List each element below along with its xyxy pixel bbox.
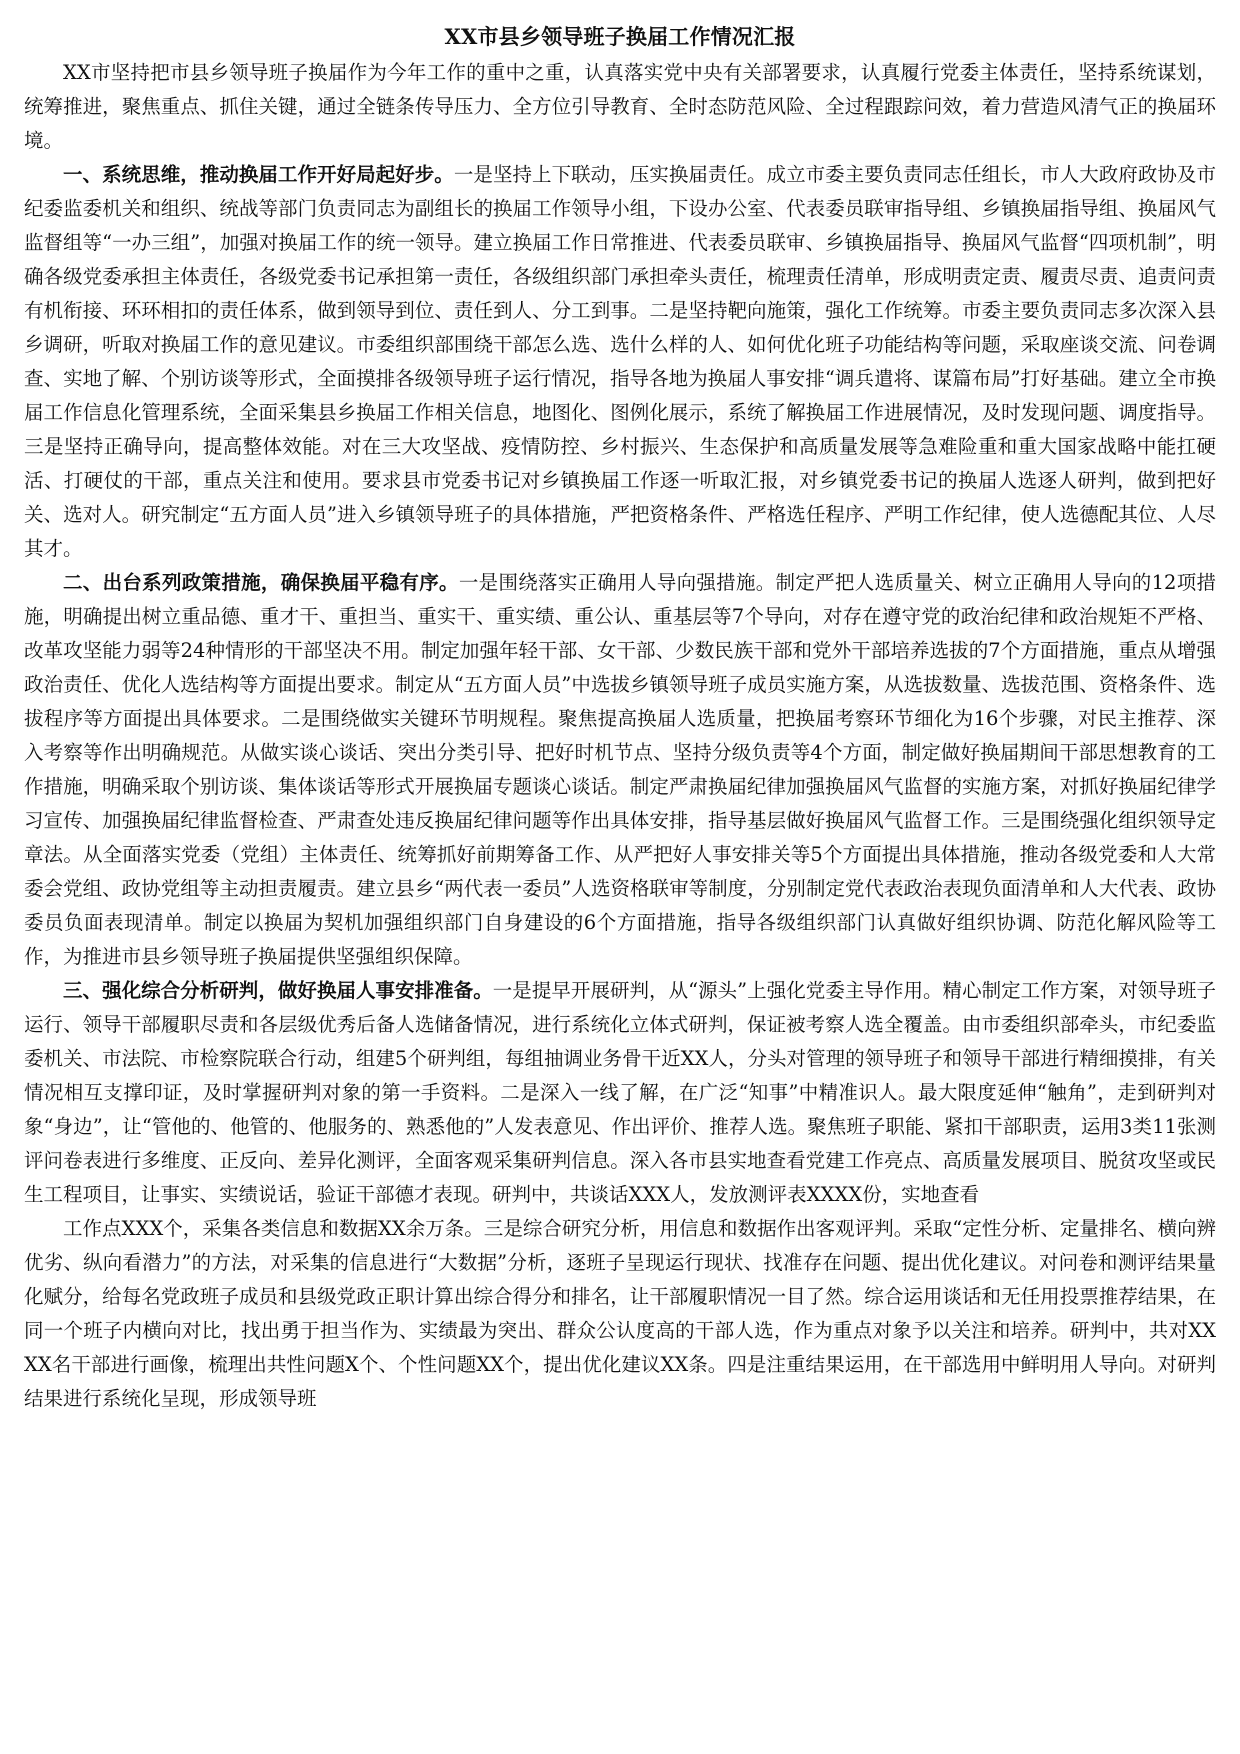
section-2-paragraph: [24, 566, 1216, 974]
document-title: XX市县乡领导班子换届工作情况汇报: [444, 24, 796, 49]
section-1-heading: 一、系统思维，推动换届工作开好局起好步。: [63, 163, 454, 186]
section-3-heading: 三、强化综合分析研判，做好换届人事安排准备。: [63, 979, 493, 1002]
section-2-text: 一是围绕落实正确用人导向强措施。制定严把人选质量关、树立正确用人导向的12项措施，明确提出树立重品德、重才干、重担当、重实干、重实绩、重公认、重基层等7个导向，对存在遵守党的政治纪律和政治规矩不严格、改革攻坚能力弱等24种情形的干部坚决不用。制定加强年轻干部、女干部、少数民族干部和党外干部培养选拔的7个方面措施，重点从增强政治责任、优化人选结构等方面提出要求。制定从“五方面人员”中选拔乡镇领导班子成员实施方案，从选拔数量、选拔范围、资格条件、选拔程序等方面提出具体要求。二是围绕做实关键环节明规程。聚焦提高换届人选质量，把换届考察环节细化为16个步骤，对民主推荐、深入考察等作出明确规范。从做实谈心谈话、突出分类引导、把好时机节点、坚持分级负责等4个方面，制定做好换届期间干部思想教育的工作措施，明确采取个别访谈、集体谈话等形式开展换届专题谈心谈话。制定严肃换届纪律加强换届风气监督的实施方案，对抓好换届纪律学习宣传、加强换届纪律监督检查、严肃查处违反换届纪律问题等作出具体安排，指导基层做好换届风气监督工作。三是围绕强化组织领导定章法。从全面落实党委（党组）主体责任、统筹抓好前期筹备工作、从严把好人事安排关等5个方面提出具体措施，推动各级党委和人大常委会党组、政协党组等主动担责履责。建立县乡“两代表一委员”人选资格联审等制度，分别制定党代表政治表现负面清单和人大代表、政协委员负面表现清单。制定以换届为契机加强组织部门自身建设的6个方面措施，指导各级组织部门认真做好组织协调、防范化解风险等工作，为推进市县乡领导班子换届提供坚强组织保障。: [24, 571, 1216, 968]
continuation-text: 工作点XXX个，采集各类信息和数据XX余万条。三是综合研究分析，用信息和数据作出客观评判。采取“定性分析、定量排名、横向辨优劣、纵向看潜力”的方法，对采集的信息进行“大数据”分析，逐班子呈现运行现状、找准存在问题、提出优化建议。对问卷和测评结果量化赋分，给每名党政班子成员和县级党政正职计算出综合得分和排名，让干部履职情况一目了然。综合运用谈话和无任用投票推荐结果，在同一个班子内横向对比，找出勇于担当作为、实绩最为突出、群众公认度高的干部人选，作为重点对象予以关注和培养。研判中，共对XXXX名干部进行画像，梳理出共性问题X个、个性问题XX个，提出优化建议XX条。四是注重结果运用，在干部选用中鲜明用人导向。对研判结果进行系统化呈现，形成领导班: [24, 1217, 1216, 1410]
document-page: [24, 22, 1216, 1738]
section-2-heading: 二、出台系列政策措施，确保换届平稳有序。: [63, 571, 459, 594]
intro-paragraph: [24, 56, 1216, 158]
section-1-paragraph: [24, 158, 1216, 566]
continuation-paragraph: [24, 1212, 1216, 1416]
section-3-paragraph: [24, 974, 1216, 1212]
section-3-text: 一是提早开展研判，从“源头”上强化党委主导作用。精心制定工作方案，对领导班子运行、领导干部履职尽责和各层级优秀后备人选储备情况，进行系统化立体式研判，保证被考察人选全覆盖。由市委组织部牵头，市纪委监委机关、市法院、市检察院联合行动，组建5个研判组，每组抽调业务骨干近XX人，分头对管理的领导班子和领导干部进行精细摸排，有关情况相互支撑印证，及时掌握研判对象的第一手资料。二是深入一线了解，在广泛“知事”中精准识人。最大限度延伸“触角”，走到研判对象“身边”，让“管他的、他管的、他服务的、熟悉他的”人发表意见、作出评价、推荐人选。聚焦班子职能、紧扣干部职责，运用3类11张测评问卷表进行多维度、正反向、差异化测评，全面客观采集研判信息。深入各市县实地查看党建工作亮点、高质量发展项目、脱贫攻坚或民生工程项目，让事实、实绩说话，验证干部德才表现。研判中，共谈话XXX人，发放测评表XXXX份，实地查看: [24, 979, 1216, 1206]
section-1-text: 一是坚持上下联动，压实换届责任。成立市委主要负责同志任组长，市人大政府政协及市纪委监委机关和组织、统战等部门负责同志为副组长的换届工作领导小组，下设办公室、代表委员联审指导组、乡镇换届指导组、换届风气监督组等“一办三组”，加强对换届工作的统一领导。建立换届工作日常推进、代表委员联审、乡镇换届指导、换届风气监督“四项机制”，明确各级党委承担主体责任，各级党委书记承担第一责任，各级组织部门承担牵头责任，梳理责任清单，形成明责定责、履责尽责、追责问责有机衔接、环环相扣的责任体系，做到领导到位、责任到人、分工到事。二是坚持靶向施策，强化工作统筹。市委主要负责同志多次深入县乡调研，听取对换届工作的意见建议。市委组织部围绕干部怎么选、选什么样的人、如何优化班子功能结构等问题，采取座谈交流、问卷调查、实地了解、个别访谈等形式，全面摸排各级领导班子运行情况，指导各地为换届人事安排“调兵遣将、谋篇布局”打好基础。建立全市换届工作信息化管理系统，全面采集县乡换届工作相关信息，地图化、图例化展示，系统了解换届工作进展情况，及时发现问题、调度指导。三是坚持正确导向，提高整体效能。对在三大攻坚战、疫情防控、乡村振兴、生态保护和高质量发展等急难险重和重大国家战略中能扛硬活、打硬仗的干部，重点关注和使用。要求县市党委书记对乡镇换届工作逐一听取汇报，对乡镇党委书记的换届人选逐人研判，做到把好关、选对人。研究制定“五方面人员”进入乡镇领导班子的具体措施，严把资格条件、严格选任程序、严明工作纪律，使人选德配其位、人尽其才。: [24, 163, 1216, 560]
paragraph-text: XX市坚持把市县乡领导班子换届作为今年工作的重中之重，认真落实党中央有关部署要求，认真履行党委主体责任，坚持系统谋划，统筹推进，聚焦重点、抓住关键，通过全链条传导压力、全方位引导教育、全时态防范风险、全过程跟踪问效，着力营造风清气正的换届环境。: [24, 61, 1216, 152]
